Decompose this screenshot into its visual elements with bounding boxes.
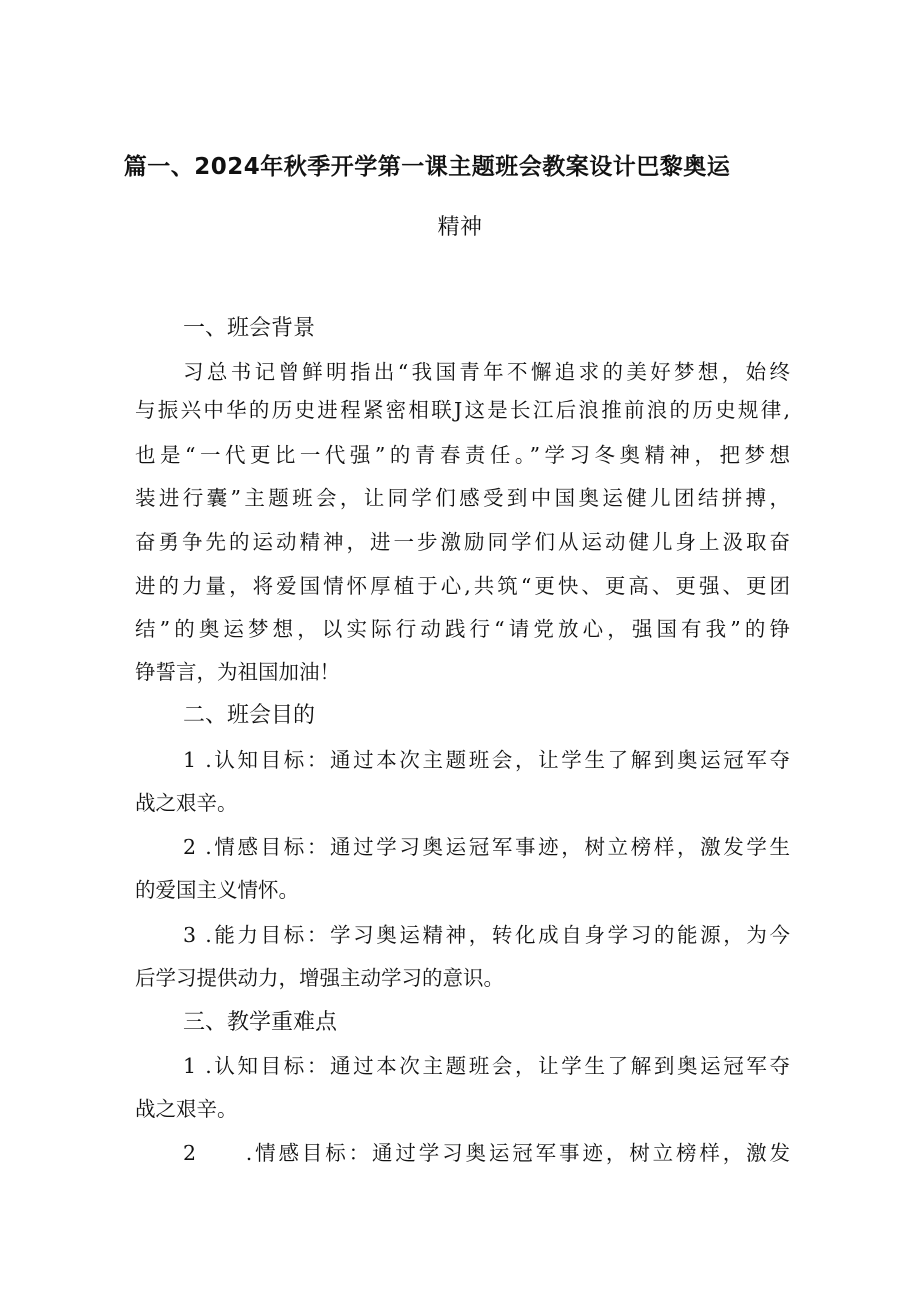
paragraph-line: 1 .认知目标：通过本次主题班会，让学生了解到奥运冠军夺 [183, 1054, 790, 1078]
paragraph-line: 战之艰辛。 [135, 1097, 238, 1121]
paragraph-line: 进的力量，将爱国情怀厚植于心,共筑“更快、更高、更强、更团 [135, 574, 790, 598]
section-heading-background: 一、班会背景 [183, 316, 316, 341]
paragraph-line: 结”的奥运梦想，以实际行动践行“请党放心，强国有我”的铮 [135, 617, 790, 641]
document-title-continued: 精神 [437, 215, 483, 240]
paragraph-line: 2 .情感目标：通过学习奥运冠军事迹，树立榜样，激发学生 [183, 835, 790, 859]
paragraph-line: 习总书记曾鲜明指出“我国青年不懈追求的美好梦想，始终 [183, 360, 790, 384]
paragraph-line: 装进行囊”主题班会，让同学们感受到中国奥运健儿团结拼搏， [135, 486, 790, 510]
section-heading-key-points: 三、教学重难点 [183, 1010, 338, 1035]
paragraph-line: 奋勇争先的运动精神，进一步激励同学们从运动健儿身上汲取奋 [135, 530, 790, 554]
paragraph-line: 也是“一代更比一代强”的青春责任。”学习冬奥精神，把梦想 [135, 443, 790, 467]
section-heading-purpose: 二、班会目的 [183, 703, 316, 728]
paragraph-line: 后学习提供动力，增强主动学习的意识。 [135, 966, 504, 990]
document-title: 篇一、2024年秋季开学第一课主题班会教案设计巴黎奥运 [123, 154, 731, 180]
paragraph-line: 1 .认知目标：通过本次主题班会，让学生了解到奥运冠军夺 [183, 748, 790, 772]
paragraph-line: 的爱国主义情怀。 [135, 878, 299, 902]
paragraph-line: 战之艰辛。 [135, 791, 238, 815]
paragraph-line: 3 .能力目标：学习奥运精神，转化成自身学习的能源，为今 [183, 923, 790, 947]
paragraph-line: 2 .情感目标：通过学习奥运冠军事迹，树立榜样，激发 [183, 1141, 790, 1165]
paragraph-line: 铮誓言，为祖国加油！ [135, 660, 340, 684]
paragraph-line: 与振兴中华的历史进程紧密相联J这是长江后浪推前浪的历史规律, [135, 398, 790, 422]
